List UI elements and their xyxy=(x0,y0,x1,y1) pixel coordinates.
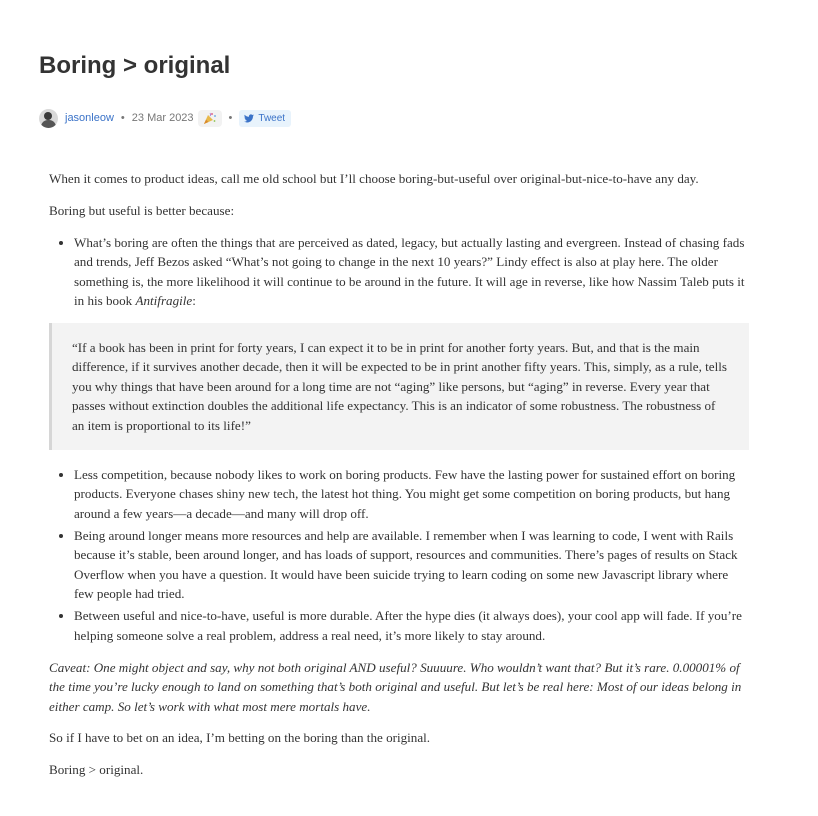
meta-separator: • xyxy=(120,112,125,124)
author-link[interactable]: jasonleow xyxy=(65,112,114,124)
post-content xyxy=(49,169,749,792)
book-title: Antifragile xyxy=(135,293,193,309)
quote-text: “If a book has been in print for forty years, I can expect it to be in print for another forty years. But, and that is the main difference, if it survives another decade, then it will be expected to be in print another fifty years. This, simply, as a rule, tells you why things that have been around for a long time are not “aging” like persons, but “aging” in reverse. Every year that passes without extinction doubles the additional life expectancy. This is an indicator of some robustness. The robustness of an item is proportional to its life!” xyxy=(72,339,727,433)
post-meta xyxy=(39,107,291,129)
reasons-list-1 xyxy=(49,233,749,311)
list-item-text: What’s boring are often the things that are perceived as dated, legacy, but actually lasting and evergreen. Instead of chasing fads and trends, Jeff Bezos asked “What’s not going to change in the next 10 years?” Lindy effect is also at play here. The older something is, the more likelihood it will continue to be around in the future. It will age in reverse, like how Nassim Taleb puts it in his book xyxy=(74,234,745,309)
closing-paragraph: Boring > original. xyxy=(49,762,144,778)
page-title: Boring > original xyxy=(39,52,231,79)
list-item: • Less competition, because nobody likes to work on boring products. Few have the lasting power for sustained effort on boring products. Everyone chases shiny new tech, the latest hot thing. You might get some competition on boring products, but hang around a few years—a decade—and many will drop off. xyxy=(74,465,749,523)
tweet-button[interactable] xyxy=(239,110,291,127)
tweet-label: Tweet xyxy=(258,112,286,124)
betting-paragraph: So if I have to bet on an idea, I’m betting on the boring than the original. xyxy=(49,730,431,746)
list-item: • Between useful and nice-to-have, useful is more durable. After the hype dies (it always does), your cool app will fade. If you’re helping someone solve a real problem, address a real need, it’s more likely to stay around. xyxy=(74,606,749,645)
intro-paragraph: When it comes to product ideas, call me old school but I’ll choose boring-but-useful over original-but-nice-to-have any day. xyxy=(49,171,699,186)
list-item-punct: : xyxy=(192,293,196,309)
reasons-list-2 xyxy=(49,465,749,645)
list-item xyxy=(74,233,749,311)
celebrate-reaction-button[interactable] xyxy=(198,110,222,127)
taleb-quote xyxy=(49,323,749,450)
author-avatar[interactable] xyxy=(39,109,58,128)
because-paragraph: Boring but useful is better because: xyxy=(49,202,235,218)
caveat-paragraph: Caveat: One might object and say, why not both original AND useful? Suuuure. Who wouldn’t want that? But it’s rare. 0.00001% of the time you’re lucky enough to land on something that’s both original and useful. But let’s be real here: Most of our ideas belong in either camp. So let’s work with what most mere mortals have. xyxy=(49,659,742,714)
twitter-bird-icon xyxy=(244,114,254,123)
party-popper-icon xyxy=(203,112,217,125)
meta-separator: • xyxy=(228,112,233,124)
list-item: • Being around longer means more resources and help are available. I remember when I was learning to code, I went with Rails because it’s stable, been around longer, and has loads of support, resources and communities. There’s pages of results on Stack Overflow when you have a question. It would have been suicide trying to learn coding on some new Javascript library where few people had tried. xyxy=(74,526,749,604)
post-date: 23 Mar 2023 xyxy=(131,112,194,124)
